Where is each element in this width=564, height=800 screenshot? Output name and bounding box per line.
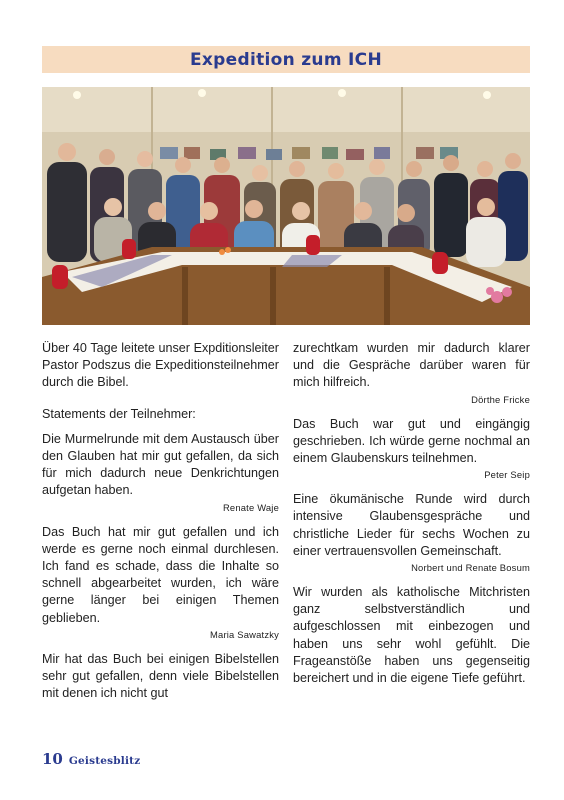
statement-paragraph: zurechtkam wurden mir dadurch klarer und die Gespräche darüber waren für mich hilfreich. xyxy=(293,341,530,390)
statement-paragraph: Wir wurden als katholische Mitchristen ganz selbstverständlich und aufgeschlossen mit einbezogen und haben uns sehr wohl gefühlt. Die Frageanstöße haben uns gegenseitig bereichert und in die eigene Tiefe geführt. xyxy=(293,585,530,686)
statement-paragraph: Das Buch hat mir gut gefallen und ich werde es gerne noch einmal durchlesen. Ich fand es schade, dass die Inhalte so schnell abgearbeitet wurden, ich wäre gerne länger bei einigen Themen geblieben. xyxy=(42,524,279,625)
statement-paragraph: Das Buch war gut und eingängig geschrieben. Ich würde gerne nochmal an einem Glaubenskurs teilnehmen. xyxy=(293,416,530,466)
page-number: 10 xyxy=(42,750,63,768)
statement-signature: Renate Waje xyxy=(222,501,279,513)
statements-heading: Statements der Teilnehmer: xyxy=(42,406,196,421)
intro-paragraph: Über 40 Tage leitete unser Expditionsleiter Pastor Podszus die Expeditionsteilnehmer durch die Bibel. xyxy=(42,341,279,390)
magazine-name: Geistesblitz xyxy=(68,755,141,767)
group-photo xyxy=(42,87,530,325)
left-text-column xyxy=(42,340,279,702)
statement-signature: Dörthe Fricke xyxy=(471,393,530,405)
right-text-column xyxy=(293,340,530,687)
statement-signature: Peter Seip xyxy=(484,469,530,481)
page-header-bar xyxy=(42,46,530,73)
group-photo-illustration xyxy=(42,87,530,325)
statement-signature: Norbert und Renate Bosum xyxy=(411,562,530,574)
page-footer xyxy=(42,750,140,768)
page-title: Expedition zum ICH xyxy=(190,49,382,70)
statement-paragraph: Mir hat das Buch bei einigen Bibelstellen sehr gut gefallen, denn viele Bibelstellen mit denen ich nicht gut xyxy=(42,651,279,701)
statement-signature: Maria Sawatzky xyxy=(210,628,279,640)
statement-paragraph: Eine ökumänische Runde wird durch intensive Glaubensgespräche und christliche Lieder für sechs Wochen zu einer vertrauensvollen Gemeinschaft. xyxy=(293,492,530,558)
statement-paragraph: Die Murmelrunde mit dem Austausch über den Glauben hat mir gut gefallen, da sich für mich dadurch neue Denkrichtungen aufgetan haben. xyxy=(42,431,279,498)
